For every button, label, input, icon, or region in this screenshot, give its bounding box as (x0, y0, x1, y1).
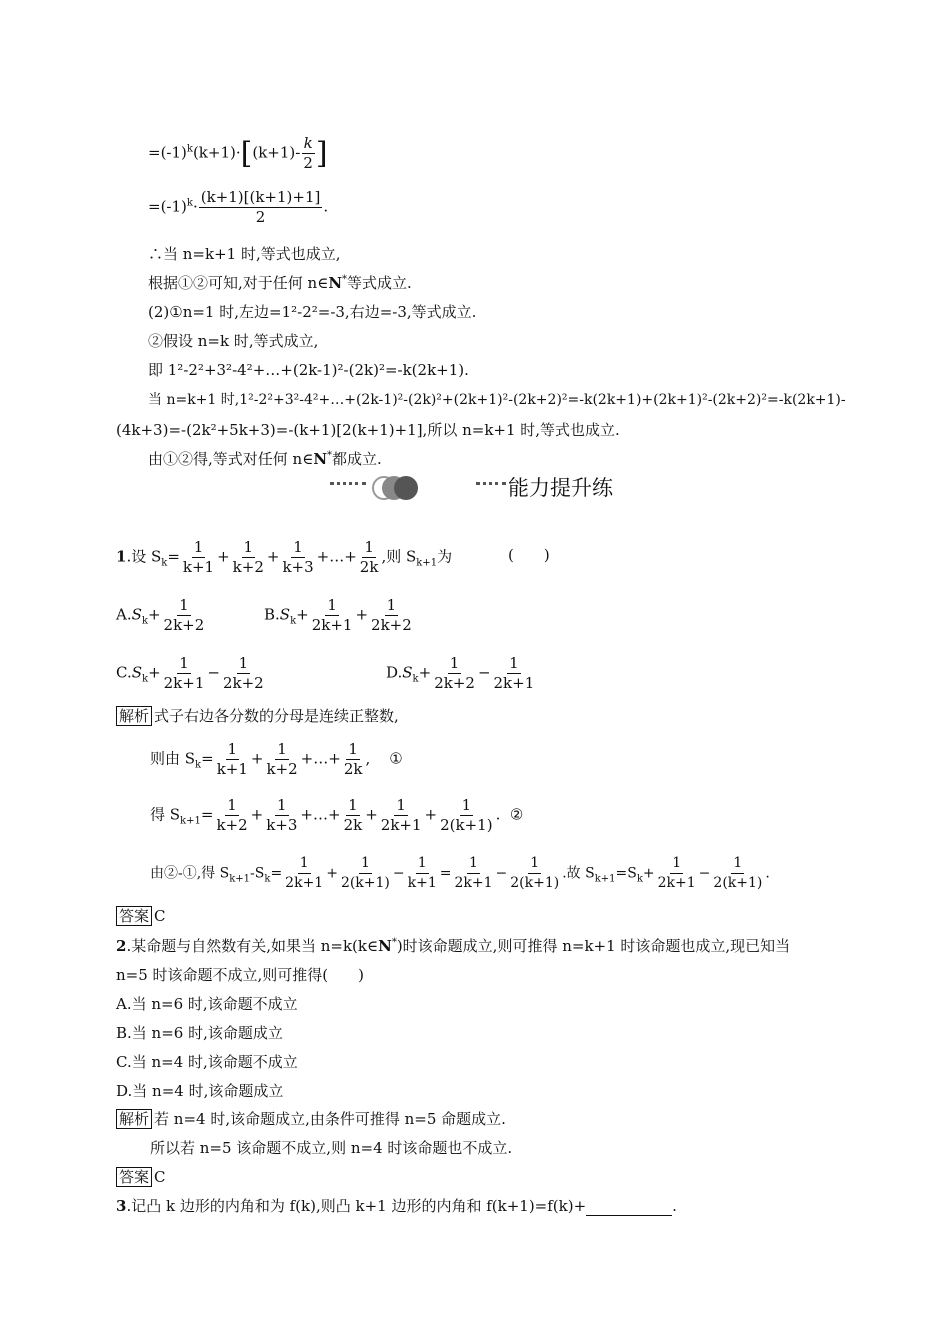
q2-option-c: C.当 n=4 时,该命题不成立 (116, 1053, 298, 1071)
fill-blank[interactable] (586, 1201, 672, 1216)
q2-option-d: D.当 n=4 时,该命题成立 (116, 1082, 284, 1100)
text-line-5: (2)①n=1 时,左边=1²-2²=-3,右边=-3,等式成立. (148, 303, 477, 321)
dots-decoration-2 (476, 482, 506, 485)
q1-analysis-line-4: 由②-①,得 $S_{k+1}-S_k=$ $\frac{1}{2k+1}$ + $\frac{1}{2(k+1)}$ − $\frac{1}{k+1}$ = $\frac{1}{2k+1}$ − $\frac{1}{2(k+1)}$ .故 $S_{k+1}=S_k+$ $\frac{1}{2k+1}$ − $\frac{1}{2(k+1)}$ . (150, 855, 770, 891)
formula-line-1: $=(-1)^k(k+1)\cdot[(k+1)-$ $\frac{k}{2}$ ] (148, 134, 328, 172)
q2-stem-line-2: n=5 时该命题不成立,则可推得( ) (116, 966, 365, 984)
circles-icon (368, 474, 420, 502)
q1-stem: 1.设 $S_k=$ $\frac{1}{k+1}$ + $\frac{1}{k+2}$ + $\frac{1}{k+3}$ +…+ $\frac{1}{2k}$ ,则 $S_{k+1}$为 (116, 538, 453, 576)
q1-answer: 答案 C (116, 906, 166, 926)
text-line-8: 当 n=k+1 时,1²-2²+3²-4²+…+(2k-1)²-(2k)²+(2k+1)²-(2k+2)²=-k(2k+1)+(2k+1)²-(2k+2)²=-k(2k+1)- (148, 392, 846, 408)
dots-decoration (330, 482, 366, 485)
answer-tag: 答案 (116, 906, 152, 926)
answer-tag: 答案 (116, 1167, 152, 1187)
q1-analysis: 解析 式子右边各分数的分母是连续正整数, (116, 706, 399, 726)
fraction: $\frac{(k+1)[(k+1)+1]}{2}$ (200, 188, 321, 226)
text-line-9: (4k+3)=-(2k²+5k+3)=-(k+1)[2(k+1)+1],所以 n=k+1 时,等式也成立. (116, 421, 620, 439)
q1-option-c: $C.S_k+$ $\frac{1}{2k+1}$ − $\frac{1}{2k+2}$ (116, 654, 264, 692)
text-line-7: 即 1²-2²+3²-4²+…+(2k-1)²-(2k)²=-k(2k+1). (148, 361, 469, 379)
q1-option-a: $A.S_k+$ $\frac{1}{2k+2}$ (116, 596, 205, 634)
section-title: 能力提升练 (508, 476, 613, 500)
q1-option-d: $D.S_k+$ $\frac{1}{2k+2}$ − $\frac{1}{2k+1}$ (386, 654, 535, 692)
formula-line-2: $=(-1)^k\cdot$ $\frac{(k+1)[(k+1)+1]}{2}$ . (148, 188, 329, 226)
q1-option-b: $B.S_k+$ $\frac{1}{2k+1}$ + $\frac{1}{2k+2}$ (264, 596, 412, 634)
q2-analysis: 解析 若 n=4 时,该命题成立,由条件可推得 n=5 命题成立. (116, 1109, 506, 1129)
section-header (330, 474, 630, 502)
q2-answer: 答案 C (116, 1167, 166, 1187)
q1-analysis-line-3: 得 $S_{k+1}=$ $\frac{1}{k+2}$ + $\frac{1}{k+3}$ +…+ $\frac{1}{2k}$ + $\frac{1}{2k+1}$ + $\frac{1}{2(k+1)}$ . ② (150, 796, 524, 834)
text-line-3: ∴当 n=k+1 时,等式也成立, (148, 245, 341, 263)
analysis-tag: 解析 (116, 706, 152, 726)
text-line-4: 根据①②可知,对于任何 n∈N*等式成立. (148, 274, 412, 292)
q2-option-a: A.当 n=6 时,该命题不成立 (116, 995, 298, 1013)
fraction: $\frac{k}{2}$ (303, 134, 313, 172)
q1-analysis-line-2: 则由 $S_k=$ $\frac{1}{k+1}$ + $\frac{1}{k+2}$ +…+ $\frac{1}{2k}$ , ① (150, 740, 403, 778)
q2-stem-line-1: 2.某命题与自然数有关,如果当 n=k(k∈N*)时该命题成立,则可推得 n=k+1 时该命题也成立,现已知当 (116, 937, 791, 955)
text-line-10: 由①②得,等式对任何 n∈N*都成立. (148, 450, 382, 468)
q2-analysis-line-2: 所以若 n=5 该命题不成立,则 n=4 时该命题也不成立. (150, 1139, 513, 1157)
analysis-tag: 解析 (116, 1109, 152, 1129)
text-line-6: ②假设 n=k 时,等式成立, (148, 332, 319, 350)
q3-stem: 3.记凸 k 边形的内角和为 f(k),则凸 k+1 边形的内角和 f(k+1)=f(k)+ . (116, 1197, 677, 1215)
q1-answer-paren: ( ) (508, 546, 550, 564)
q2-option-b: B.当 n=6 时,该命题成立 (116, 1024, 283, 1042)
